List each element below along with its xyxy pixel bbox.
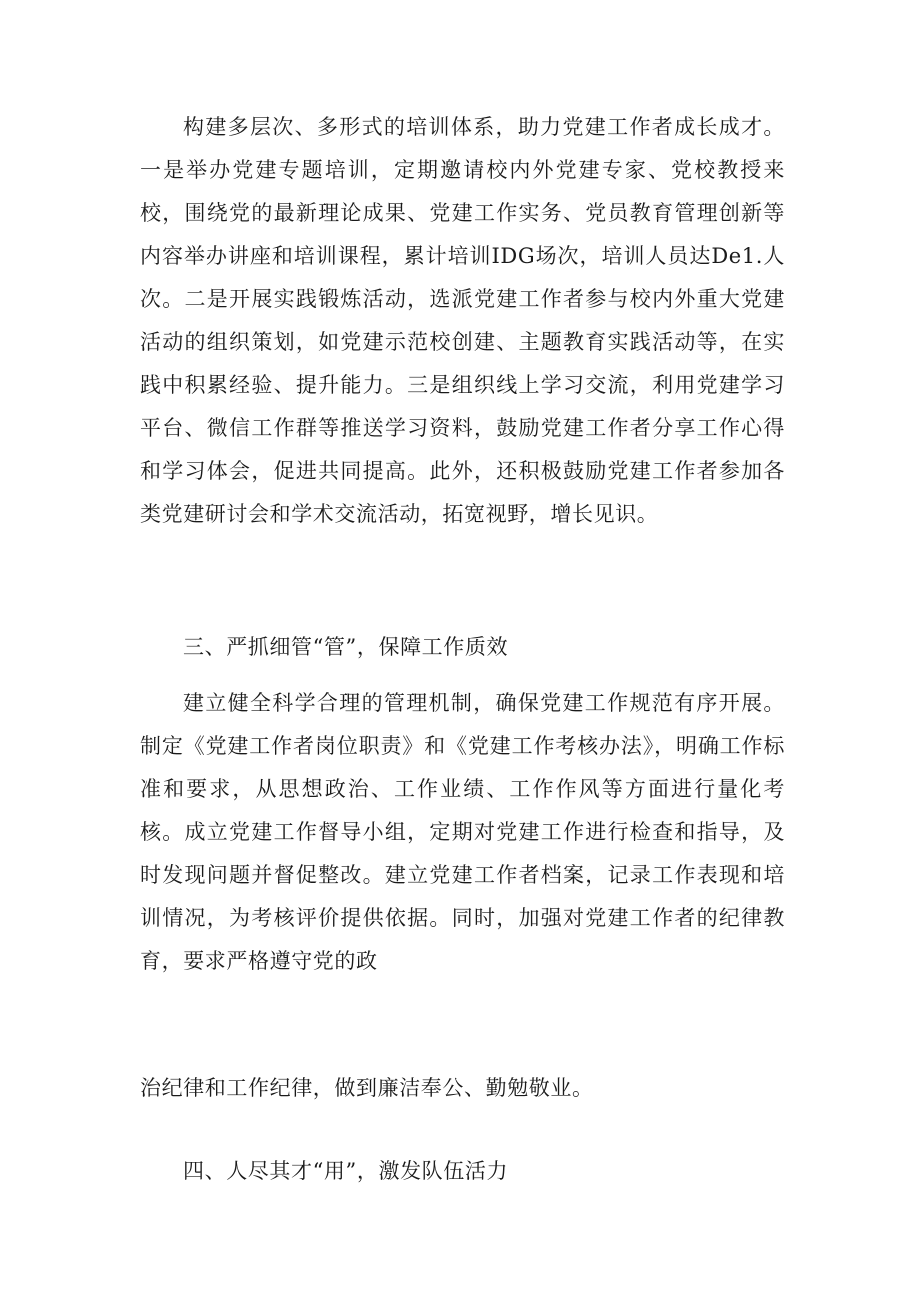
body-paragraph-management: 建立健全科学合理的管理机制，确保党建工作规范有序开展。制定《党建工作者岗位职责》和《党建工作考核办法》，明确工作标准和要求，从思想政治、工作业绩、工作作风等方面进行量化考核。成立党建工作督导小组，定期对党建工作进行检查和指导，及时发现问题并督促整改。建立党建工作者档案，记录工作表现和培训情况，为考核评价提供依据。同时，加强对党建工作者的纪律教育，要求严格遵守党的政 — [140, 691, 785, 973]
section-heading-3: 三、严抓细管“管”，保障工作质效 — [183, 635, 509, 659]
body-paragraph-continuation: 治纪律和工作纪律，做到廉洁奉公、勤勉敬业。 — [140, 1076, 594, 1100]
section-heading-4: 四、人尽其才“用”，激发队伍活力 — [183, 1159, 509, 1183]
body-paragraph-training: 构建多层次、多形式的培训体系，助力党建工作者成长成才。一是举办党建专题培训，定期邀请校内外党建专家、党校教授来校，围绕党的最新理论成果、党建工作实务、党员教育管理创新等内容举办讲座和培训课程，累计培训IDG场次，培训人员达De1.人次。二是开展实践锻炼活动，选派党建工作者参与校内外重大党建活动的组织策划，如党建示范校创建、主题教育实践活动等，在实践中积累经验、提升能力。三是组织线上学习交流，利用党建学习平台、微信工作群等推送学习资料，鼓励党建工作者分享工作心得和学习体会，促进共同提高。此外，还积极鼓励党建工作者参加各类党建研讨会和学术交流活动，拓宽视野，增长见识。 — [140, 115, 785, 526]
